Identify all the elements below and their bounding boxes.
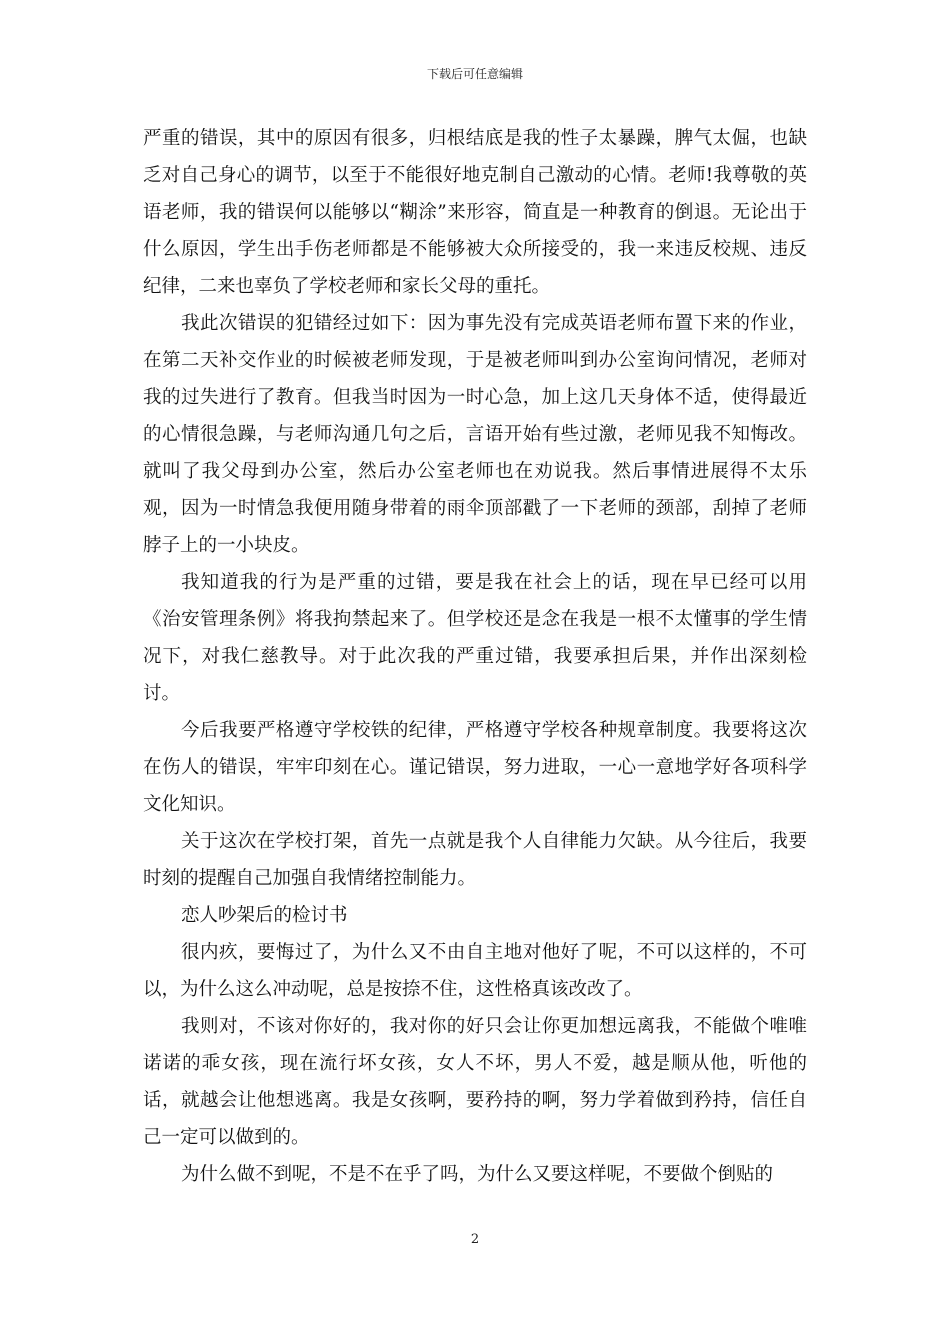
paragraph: 为什么做不到呢，不是不在乎了吗，为什么又要这样呢，不要做个倒贴的 [181,1164,774,1185]
page-number: 2 [470,1232,480,1247]
paragraph: 严重的错误，其中的原因有很多，归根结底是我的性子太暴躁，脾气太倔，也缺乏对自己身心的调节，以至于不能很好地克制自己激动的心情。老师!我尊敬的英语老师，我的错误何以能够以“糊涂”来形容，简直是一种教育的倒退。无论出于什么原因，学生出手伤老师都是不能够被大众所接受的，我一来违反校规、违反纪律，二来也辜负了学校老师和家长父母的重托。 [143,128,807,297]
document-body [143,120,807,1193]
section-heading: 恋人吵架后的检讨书 [181,905,348,926]
paragraph: 我此次错误的犯错经过如下：因为事先没有完成英语老师布置下来的作业，在第二天补交作业的时候被老师发现，于是被老师叫到办公室询问情况，老师对我的过失进行了教育。但我当时因为一时心急，加上这几天身体不适，使得最近的心情很急躁，与老师沟通几句之后，言语开始有些过激，老师见我不知悔改。就叫了我父母到办公室，然后办公室老师也在劝说我。然后事情进展得不太乐观，因为一时情急我便用随身带着的雨伞顶部戳了一下老师的颈部，刮掉了老师脖子上的一小块皮。 [143,313,807,556]
paragraph: 很内疚，要悔过了，为什么又不由自主地对他好了呢，不可以这样的，不可以，为什么这么冲动呢，总是按捺不住，这性格真该改改了。 [143,942,807,1000]
paragraph: 关于这次在学校打架，首先一点就是我个人自律能力欠缺。从今往后，我要时刻的提醒自己加强自我情绪控制能力。 [143,831,807,889]
paragraph: 我则对，不该对你好的，我对你的好只会让你更加想远离我，不能做个唯唯诺诺的乖女孩，现在流行坏女孩，女人不坏，男人不爱，越是顺从他，听他的话，就越会让他想逃离。我是女孩啊，要矜持的啊，努力学着做到矜持，信任自己一定可以做到的。 [143,1016,807,1148]
page-header: 下载后可任意编辑 [426,67,523,81]
paragraph: 我知道我的行为是严重的过错，要是我在社会上的话，现在早已经可以用《治安管理条例》将我拘禁起来了。但学校还是念在我是一根不太懂事的学生情况下，对我仁慈教导。对于此次我的严重过错，我要承担后果，并作出深刻检讨。 [143,572,807,704]
paragraph: 今后我要严格遵守学校铁的纪律，严格遵守学校各种规章制度。我要将这次在伤人的错误，牢牢印刻在心。谨记错误，努力进取，一心一意地学好各项科学文化知识。 [143,720,807,815]
